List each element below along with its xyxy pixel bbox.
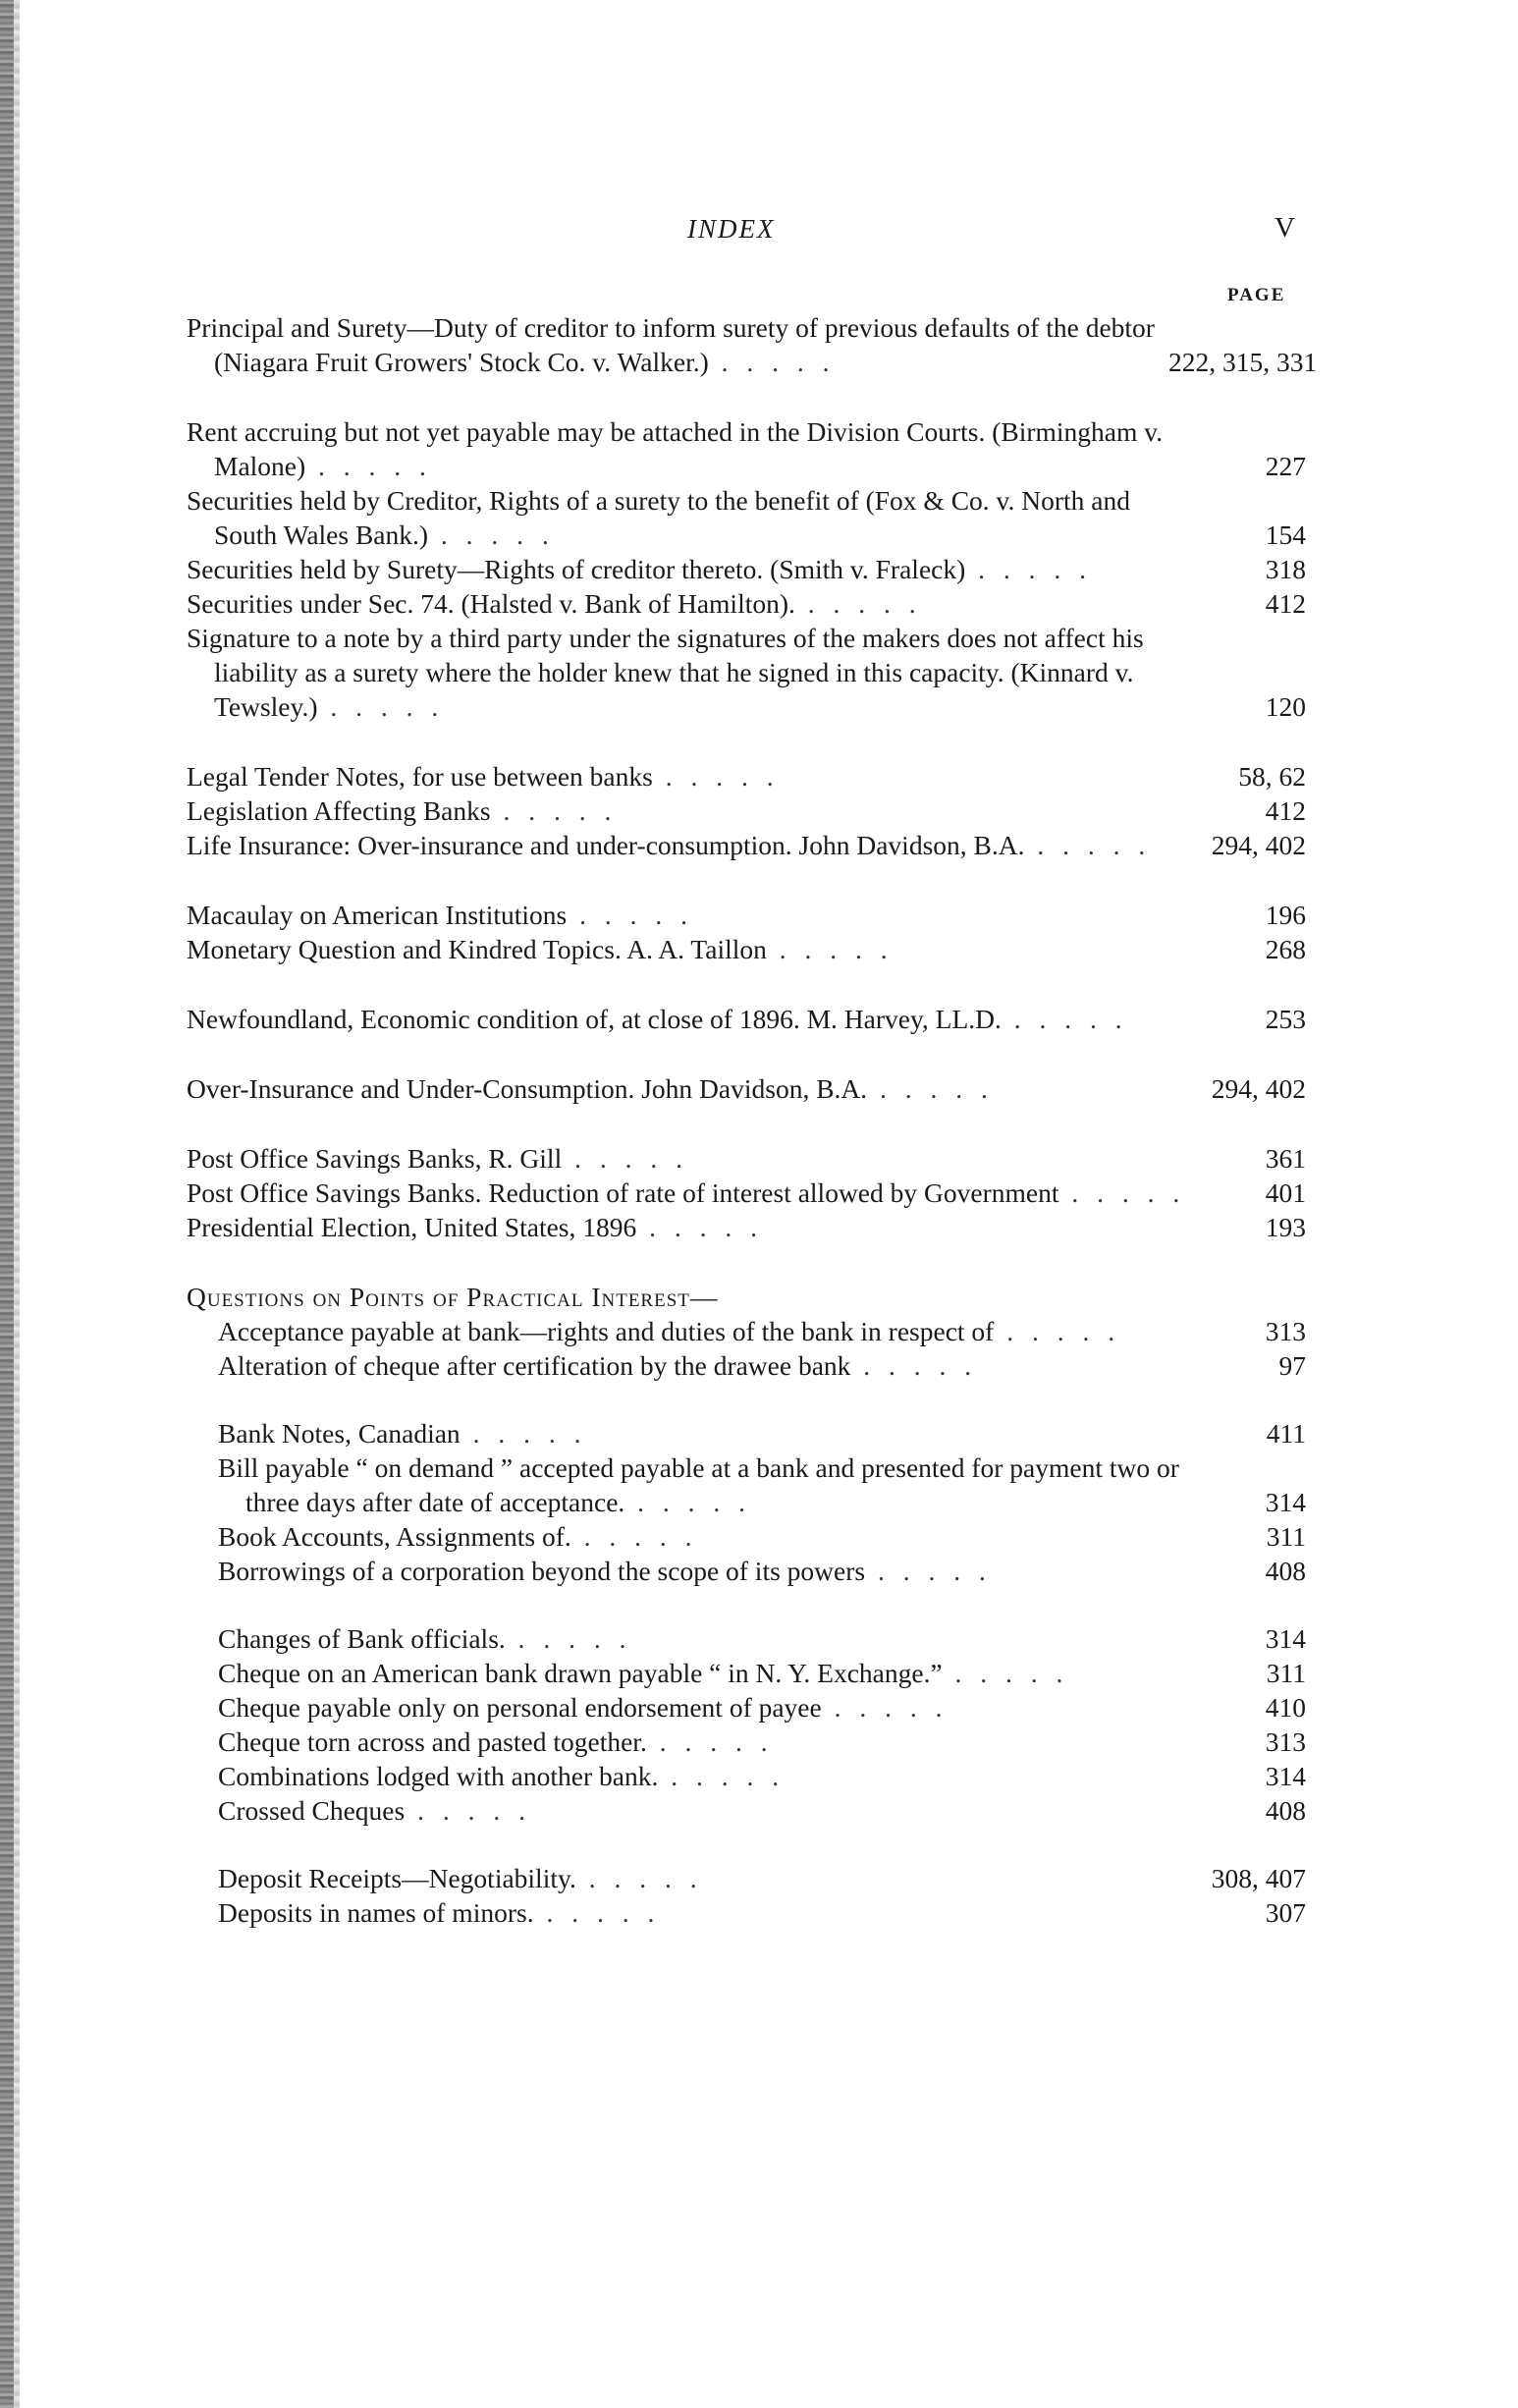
index-entry bbox=[187, 1895, 1306, 1930]
entry-page-ref: 120 bbox=[1265, 691, 1306, 722]
index-entry-text bbox=[218, 1759, 1227, 1793]
entry-page-ref: 314 bbox=[1265, 1761, 1306, 1791]
index-entry bbox=[187, 1071, 1306, 1106]
dot-leader: . . . . . bbox=[575, 1863, 703, 1893]
index-entry-text bbox=[187, 483, 1196, 552]
entry-text: Acceptance payable at bank—rights and duties of the bank in respect of bbox=[218, 1316, 995, 1346]
dot-leader: . . . . . bbox=[1058, 1177, 1186, 1208]
index-entry bbox=[187, 1759, 1306, 1793]
entry-page-ref: 222, 315, 331 bbox=[1168, 347, 1318, 377]
index-entry-text bbox=[218, 1519, 1227, 1554]
entry-text: Securities under Sec. 74. (Halsted v. Bank of Hamilton). bbox=[187, 588, 795, 619]
dot-leader: . . . . . bbox=[460, 1418, 587, 1449]
index-entry bbox=[187, 1621, 1306, 1656]
index-subgroup bbox=[187, 1416, 1306, 1588]
index-entry bbox=[187, 932, 1306, 966]
index-entry bbox=[187, 1519, 1306, 1554]
index-entry-text bbox=[218, 1690, 1227, 1724]
dot-leader: . . . . . bbox=[624, 1487, 752, 1517]
index-group bbox=[187, 414, 1306, 724]
dot-leader: . . . . . bbox=[305, 451, 432, 481]
book-binding-edge bbox=[0, 0, 14, 2408]
dot-leader: . . . . . bbox=[867, 1073, 994, 1104]
index-entry bbox=[187, 1724, 1306, 1759]
index-entry-text bbox=[187, 1176, 1196, 1210]
dot-leader: . . . . . bbox=[766, 934, 894, 964]
entry-page-ref: 294, 402 bbox=[1211, 830, 1306, 860]
index-entry bbox=[187, 759, 1306, 794]
index-entry bbox=[187, 1656, 1306, 1690]
index-entry-text bbox=[218, 1895, 1227, 1930]
dot-leader: . . . . . bbox=[570, 1521, 698, 1552]
dot-leader: . . . . . bbox=[821, 1692, 949, 1723]
dot-leader: . . . . . bbox=[794, 588, 922, 619]
entry-text: Over-Insurance and Under-Consumption. John Davidson, B.A. bbox=[187, 1073, 868, 1104]
index-group bbox=[187, 1280, 1306, 1930]
index-entry bbox=[187, 828, 1306, 862]
page-number: V bbox=[1274, 212, 1295, 244]
entry-page-ref: 361 bbox=[1265, 1143, 1306, 1174]
index-entry-text bbox=[187, 310, 1196, 379]
dot-leader: . . . . . bbox=[965, 554, 1093, 584]
entry-text: Crossed Cheques bbox=[218, 1795, 406, 1826]
entry-text: Rent accruing but not yet payable may be attached in the Division Courts. (Birmingham v. Malone) bbox=[187, 416, 1164, 481]
dot-leader: . . . . . bbox=[850, 1350, 978, 1381]
index-group bbox=[187, 759, 1306, 862]
dot-leader: . . . . . bbox=[1024, 830, 1152, 860]
entry-text: Securities held by Creditor, Rights of a surety to the benefit of (Fox & Co. v. North and South Wales Bank.) bbox=[187, 485, 1130, 550]
dot-leader: . . . . . bbox=[652, 761, 780, 792]
dot-leader: . . . . . bbox=[490, 795, 618, 826]
entry-text: Post Office Savings Banks, R. Gill bbox=[187, 1143, 563, 1174]
entry-text: Cheque payable only on personal endorsement of payee bbox=[218, 1692, 822, 1723]
entry-page-ref: 313 bbox=[1265, 1726, 1306, 1757]
index-entry bbox=[187, 1141, 1306, 1176]
entry-text: Bill payable “ on demand ” accepted payable at a bank and presented for payment two or three days after date of acceptance. bbox=[218, 1452, 1179, 1517]
entry-text: Changes of Bank officials. bbox=[218, 1623, 506, 1654]
dot-leader: . . . . . bbox=[942, 1658, 1069, 1688]
index-entry-text bbox=[187, 414, 1196, 483]
dot-leader: . . . . . bbox=[646, 1726, 774, 1757]
entry-page-ref: 311 bbox=[1266, 1521, 1306, 1552]
dot-leader: . . . . . bbox=[505, 1623, 632, 1654]
index-entry bbox=[187, 1176, 1306, 1210]
index-entry-text bbox=[187, 932, 1196, 966]
index-entry bbox=[187, 1002, 1306, 1036]
entry-page-ref: 401 bbox=[1265, 1177, 1306, 1208]
entry-text: Macaulay on American Institutions bbox=[187, 900, 568, 930]
dot-leader: . . . . . bbox=[533, 1897, 661, 1928]
entry-page-ref: 97 bbox=[1278, 1350, 1306, 1381]
index-entry-text bbox=[218, 1724, 1227, 1759]
index-entry bbox=[187, 1450, 1306, 1519]
entry-page-ref: 408 bbox=[1265, 1556, 1306, 1586]
index-entry-text bbox=[218, 1416, 1227, 1450]
dot-leader: . . . . . bbox=[428, 520, 555, 550]
entry-text: Newfoundland, Economic condition of, at close of 1896. M. Harvey, LL.D. bbox=[187, 1004, 1002, 1034]
entry-text: Monetary Question and Kindred Topics. A. A. Taillon bbox=[187, 934, 767, 964]
index-entry-text bbox=[218, 1314, 1227, 1348]
index-entry-text bbox=[218, 1861, 1227, 1895]
index-entry bbox=[187, 1861, 1306, 1895]
entry-text: Book Accounts, Assignments of. bbox=[218, 1521, 571, 1552]
dot-leader: . . . . . bbox=[405, 1795, 531, 1826]
entry-text: Cheque torn across and pasted together. bbox=[218, 1726, 647, 1757]
index-entry bbox=[187, 1690, 1306, 1724]
entry-page-ref: 253 bbox=[1265, 1004, 1306, 1034]
page-title: INDEX bbox=[687, 214, 776, 244]
index-entry-text bbox=[187, 1002, 1196, 1036]
index-subgroup bbox=[187, 1861, 1306, 1930]
entry-page-ref: 411 bbox=[1266, 1418, 1306, 1449]
index-entry-text bbox=[187, 1141, 1196, 1176]
index-entry bbox=[187, 898, 1306, 932]
entry-page-ref: 412 bbox=[1265, 588, 1306, 619]
index-subgroup bbox=[187, 1621, 1306, 1828]
index-entry bbox=[187, 1348, 1306, 1383]
index-entry-text bbox=[218, 1450, 1227, 1519]
entry-page-ref: 318 bbox=[1265, 554, 1306, 584]
entry-text: Alteration of cheque after certification by the drawee bank bbox=[218, 1350, 851, 1381]
entry-page-ref: 314 bbox=[1265, 1487, 1306, 1517]
entry-text: Cheque on an American bank drawn payable “ in N. Y. Exchange.” bbox=[218, 1658, 943, 1688]
index-entry-text bbox=[187, 586, 1196, 621]
index-entry-text bbox=[218, 1793, 1227, 1828]
entry-page-ref: 154 bbox=[1265, 520, 1306, 550]
entry-text: Borrowings of a corporation beyond the scope of its powers bbox=[218, 1556, 866, 1586]
entry-page-ref: 313 bbox=[1265, 1316, 1306, 1346]
index-entry bbox=[187, 310, 1318, 379]
entry-page-ref: 410 bbox=[1265, 1692, 1306, 1723]
index-group bbox=[187, 1071, 1306, 1106]
book-binding-shadow bbox=[14, 0, 20, 2408]
entry-text: Combinations lodged with another bank. bbox=[218, 1761, 659, 1791]
index-subgroup bbox=[187, 1314, 1306, 1383]
dot-leader: . . . . . bbox=[562, 1143, 688, 1174]
index-group bbox=[187, 1141, 1306, 1244]
dot-leader: . . . . . bbox=[658, 1761, 786, 1791]
index-list bbox=[187, 310, 1318, 1930]
entry-text: Deposits in names of minors. bbox=[218, 1897, 534, 1928]
dot-leader: . . . . . bbox=[636, 1212, 763, 1242]
index-entry bbox=[187, 414, 1306, 483]
entry-page-ref: 58, 62 bbox=[1238, 761, 1306, 792]
index-entry-text bbox=[187, 1071, 1196, 1106]
index-entry bbox=[187, 1210, 1306, 1244]
entry-page-ref: 412 bbox=[1265, 795, 1306, 826]
index-entry bbox=[187, 621, 1306, 724]
entry-page-ref: 268 bbox=[1265, 934, 1306, 964]
index-entry-text bbox=[218, 1554, 1227, 1588]
index-entry bbox=[187, 1554, 1306, 1588]
index-entry-text bbox=[187, 759, 1196, 794]
index-entry-text bbox=[218, 1348, 1227, 1383]
entry-text: Legislation Affecting Banks bbox=[187, 795, 491, 826]
entry-page-ref: 311 bbox=[1266, 1658, 1306, 1688]
index-entry bbox=[187, 483, 1306, 552]
entry-text: Life Insurance: Over-insurance and under-consumption. John Davidson, B.A. bbox=[187, 830, 1025, 860]
entry-page-ref: 196 bbox=[1265, 900, 1306, 930]
entry-text: Presidential Election, United States, 1896 bbox=[187, 1212, 637, 1242]
index-entry-text bbox=[187, 621, 1196, 724]
entry-text: Deposit Receipts—Negotiability. bbox=[218, 1863, 576, 1893]
index-group bbox=[187, 1002, 1306, 1036]
entry-page-ref: 314 bbox=[1265, 1623, 1306, 1654]
dot-leader: . . . . . bbox=[317, 691, 445, 722]
dot-leader: . . . . . bbox=[994, 1316, 1121, 1346]
index-entry bbox=[187, 552, 1306, 586]
index-entry-text bbox=[218, 1621, 1227, 1656]
index-entry bbox=[187, 1416, 1306, 1450]
entry-page-ref: 227 bbox=[1265, 451, 1306, 481]
entry-text: Signature to a note by a third party under the signatures of the makers does not affect his liability as a surety where the holder knew that he signed in this capacity. (Kinnard v. Tewsley.) bbox=[187, 623, 1144, 722]
index-entry bbox=[187, 586, 1306, 621]
index-entry bbox=[187, 1793, 1306, 1828]
entry-page-ref: 193 bbox=[1265, 1212, 1306, 1242]
entry-text: Securities held by Surety—Rights of creditor thereto. (Smith v. Fraleck) bbox=[187, 554, 966, 584]
index-entry-text bbox=[187, 1210, 1196, 1244]
dot-leader: . . . . . bbox=[708, 347, 836, 377]
index-entry-text bbox=[187, 552, 1196, 586]
entry-text: Bank Notes, Canadian bbox=[218, 1418, 461, 1449]
entry-page-ref: 294, 402 bbox=[1211, 1073, 1306, 1104]
dot-leader: . . . . . bbox=[1001, 1004, 1128, 1034]
index-entry bbox=[187, 794, 1306, 828]
dot-leader: . . . . . bbox=[865, 1556, 992, 1586]
entry-page-ref: 308, 407 bbox=[1211, 1863, 1306, 1893]
page-column-label: PAGE bbox=[1227, 285, 1286, 305]
index-entry-text bbox=[187, 794, 1196, 828]
index-entry bbox=[187, 1314, 1306, 1348]
entry-page-ref: 307 bbox=[1265, 1897, 1306, 1928]
index-heading: Questions on Points of Practical Interest— bbox=[187, 1282, 719, 1312]
index-entry-text bbox=[218, 1656, 1227, 1690]
index-group bbox=[187, 898, 1306, 966]
dot-leader: . . . . . bbox=[567, 900, 693, 930]
entry-text: Post Office Savings Banks. Reduction of rate of interest allowed by Government bbox=[187, 1177, 1059, 1208]
index-entry-text bbox=[187, 828, 1196, 862]
entry-text: Legal Tender Notes, for use between banks bbox=[187, 761, 653, 792]
index-group bbox=[187, 310, 1318, 379]
index-entry-text bbox=[187, 898, 1196, 932]
entry-text: Principal and Surety—Duty of creditor to inform surety of previous defaults of the debtor (Niagara Fruit Growers' Stock Co. v. Walker.) bbox=[187, 312, 1155, 377]
entry-page-ref: 408 bbox=[1265, 1795, 1306, 1826]
